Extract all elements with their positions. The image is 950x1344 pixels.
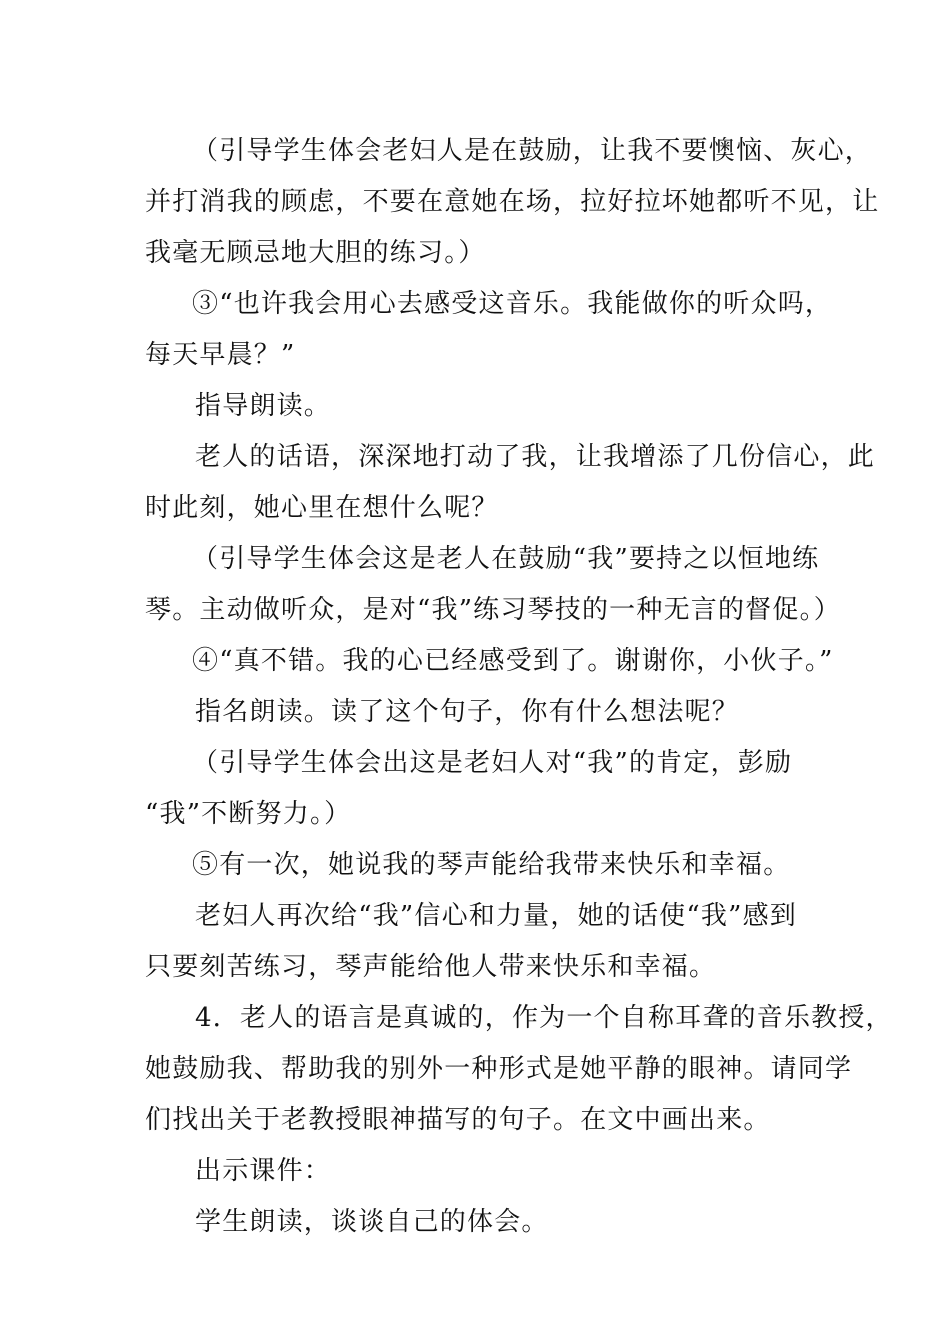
text-line: ④“真不错。我的心已经感受到了。谢谢你，小伙子。” — [192, 646, 834, 676]
text-line: 我毫无顾忌地大胆的练习。） — [145, 238, 486, 268]
text-line: 老妇人再次给“我”信心和力量，她的话使“我”感到 — [195, 901, 797, 931]
text-line: 时此刻，她心里在想什么呢？ — [145, 493, 499, 523]
text-line: 4．老人的语言是真诚的，作为一个自称耳聋的音乐教授， — [195, 1003, 893, 1033]
text-line: 们找出关于老教授眼神描写的句子。在文中画出来。 — [145, 1105, 771, 1135]
text-line: 指名朗读。读了这个句子，你有什么想法呢？ — [195, 697, 740, 727]
text-line: （引导学生体会出这是老妇人对“我”的肯定，彭励 — [192, 748, 793, 778]
text-line: （引导学生体会这是老人在鼓励“我”要持之以恒地练 — [192, 544, 820, 574]
text-line: 每天早晨？” — [145, 340, 296, 370]
text-line: 琴。主动做听众，是对“我”练习琴技的一种无言的督促。） — [145, 595, 841, 625]
text-line: 她鼓励我、帮助我的别外一种形式是她平静的眼神。请同学 — [145, 1054, 853, 1084]
text-line: 学生朗读，谈谈自己的体会。 — [195, 1207, 549, 1237]
text-line: （引导学生体会老妇人是在鼓励，让我不要懊恼、灰心， — [192, 136, 873, 166]
text-line: 老人的话语，深深地打动了我，让我增添了几份信心，此 — [195, 442, 876, 472]
text-line: 只要刻苦练习，琴声能给他人带来快乐和幸福。 — [145, 952, 717, 982]
text-line: 出示课件： — [195, 1156, 332, 1186]
text-line: “我”不断努力。） — [145, 799, 352, 829]
text-line: 指导朗读。 — [195, 391, 332, 421]
text-line: 并打消我的顾虑，不要在意她在场，拉好拉坏她都听不见，让 — [145, 187, 880, 217]
text-line: ⑤有一次，她说我的琴声能给我带来快乐和幸福。 — [192, 850, 791, 880]
text-line: ③“也许我会用心去感受这音乐。我能做你的听众吗， — [192, 289, 833, 319]
